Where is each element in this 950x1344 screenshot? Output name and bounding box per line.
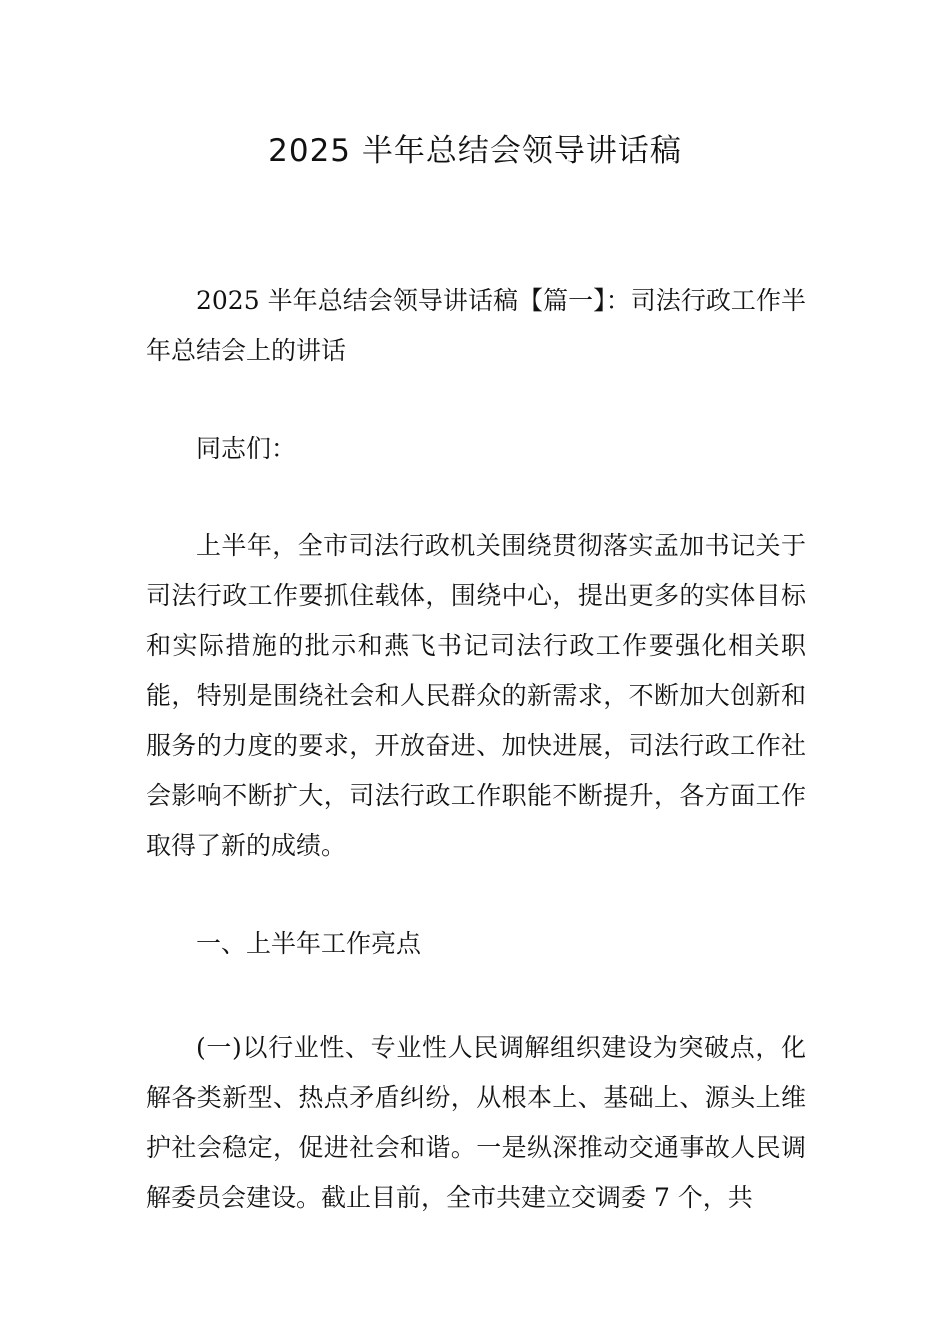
- subtitle-paragraph: 2025 半年总结会领导讲话稿【篇一】：司法行政工作半年总结会上的讲话: [146, 286, 806, 365]
- section-paragraph: (一)以行业性、专业性人民调解组织建设为突破点，化解各类新型、热点矛盾纠纷，从根本上、基础上、源头上维护社会稳定，促进社会和谐。一是纵深推动交通事故人民调解委员会建设。截止目前，全市共建立交调委 7 个，共: [146, 1033, 806, 1212]
- section-heading: 一、上半年工作亮点: [196, 929, 422, 958]
- document-title: 2025 半年总结会领导讲话稿: [268, 133, 682, 169]
- intro-paragraph: 上半年，全市司法行政机关围绕贯彻落实孟加书记关于司法行政工作要抓住载体，围绕中心，提出更多的实体目标和实际措施的批示和燕飞书记司法行政工作要强化相关职能，特别是围绕社会和人民群众的新需求，不断加大创新和服务的力度的要求，开放奋进、加快进展，司法行政工作社会影响不断扩大，司法行政工作职能不断提升，各方面工作取得了新的成绩。: [146, 531, 806, 860]
- salutation-paragraph: 同志们：: [196, 434, 297, 463]
